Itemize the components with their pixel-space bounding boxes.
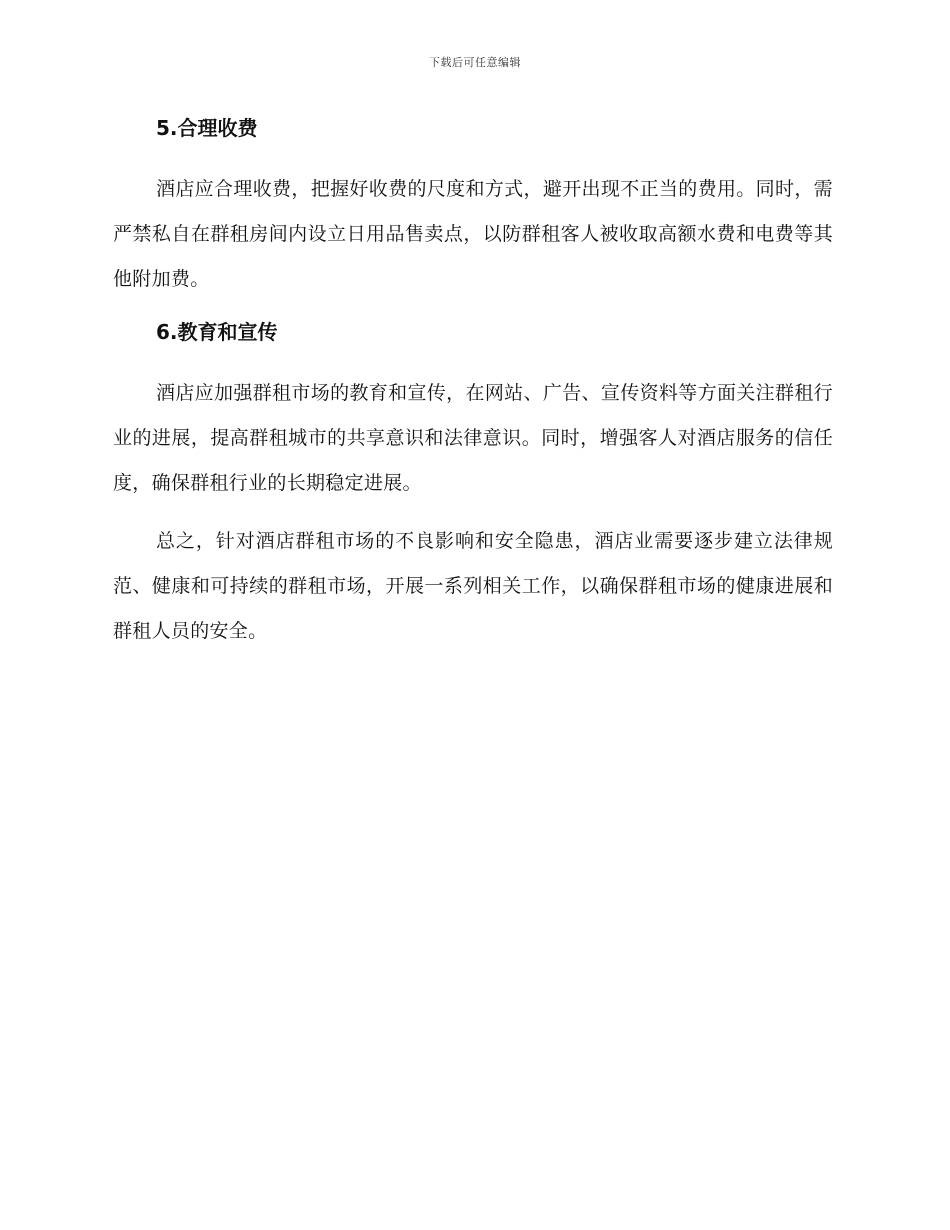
paragraph-fees: 酒店应合理收费，把握好收费的尺度和方式，避开出现不正当的费用。同时，需严禁私自在群租房间内设立日用品售卖点，以防群租客人被收取高额水费和电费等其他附加费。 <box>113 178 833 290</box>
section-heading-5: 5.合理收费 <box>156 116 258 140</box>
document-body <box>113 111 833 667</box>
page-header-note: 下载后可任意编辑 <box>429 56 521 69</box>
paragraph-conclusion: 总之，针对酒店群租市场的不良影响和安全隐患，酒店业需要逐步建立法律规范、健康和可持续的群租市场，开展一系列相关工作，以确保群租市场的健康进展和群租人员的安全。 <box>113 530 833 642</box>
paragraph-education: 酒店应加强群租市场的教育和宣传，在网站、广告、宣传资料等方面关注群租行业的进展，提高群租城市的共享意识和法律意识。同时，增强客人对酒店服务的信任度，确保群租行业的长期稳定进展。 <box>113 382 833 494</box>
section-heading-6: 6.教育和宣传 <box>156 320 278 344</box>
